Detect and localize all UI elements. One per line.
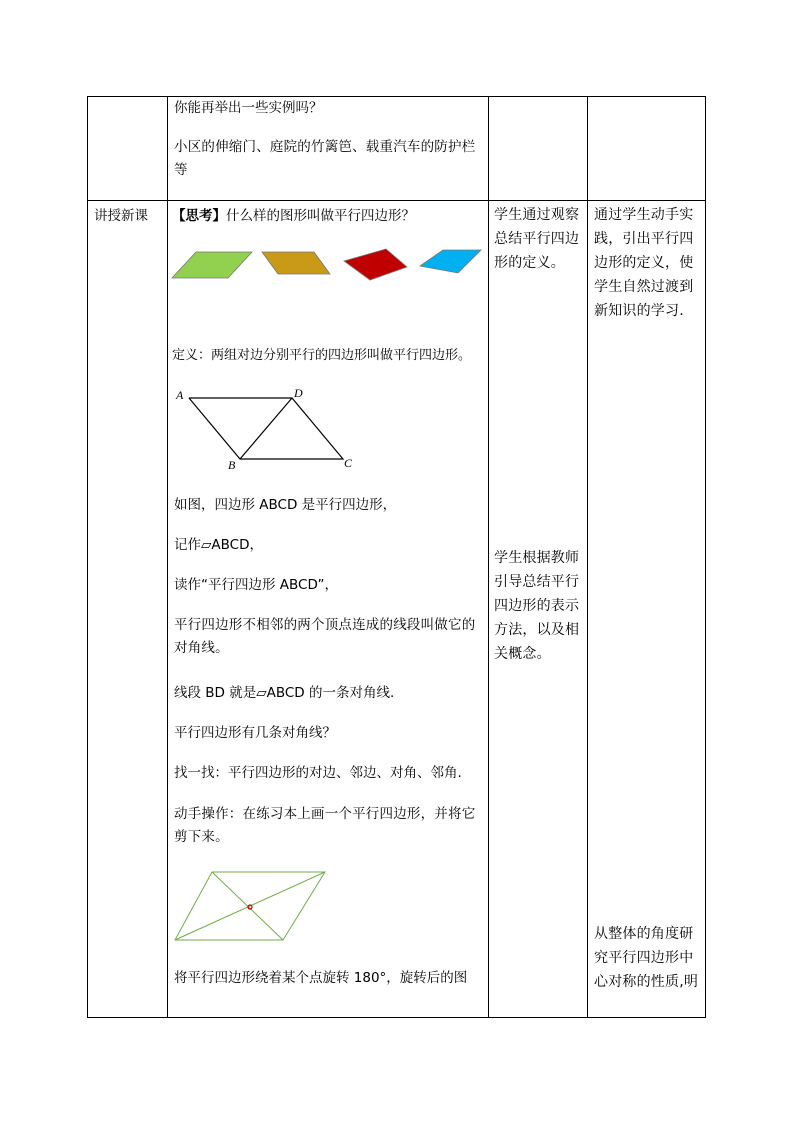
label-b: B <box>228 458 236 472</box>
as-shown-text: 如图，四边形 ABCD 是平行四边形， <box>174 497 397 513</box>
table-border-bottom <box>87 1017 706 1018</box>
student-activity-2: 学生根据教师引导总结平行四边形的表示方法，以及相关概念。 <box>494 550 580 662</box>
notation-text: 记作▱ABCD， <box>174 537 263 553</box>
label-a: A <box>176 388 184 402</box>
table-border-right <box>705 96 706 1018</box>
diagonal-line-1 <box>212 872 283 940</box>
example-shapes <box>172 247 492 287</box>
find-text: 找一找：平行四边形的对边、邻边、对角、邻角. <box>174 765 462 781</box>
shape-red-quadrilateral <box>344 249 407 280</box>
shape-blue-parallelogram <box>420 250 481 273</box>
question-text: 你能再举出一些实例吗？ <box>174 100 323 116</box>
diagonal-bd-line <box>240 398 292 459</box>
parallelogram-abcd-figure <box>172 385 372 475</box>
table-border-top <box>87 96 706 97</box>
examples-text: 小区的伸缩门、庭院的竹篱笆、载重汽车的防护栏等 <box>174 139 476 178</box>
shape-gold-parallelogram <box>262 252 330 274</box>
student-activity-1: 学生通过观察总结平行四边形的定义。 <box>494 207 580 271</box>
table-border-left <box>87 96 88 1018</box>
intent-1: 通过学生动手实践，引出平行四边形的定义，使学生自然过渡到新知识的学习. <box>594 207 694 319</box>
think-line <box>172 206 415 226</box>
diagonal-bd-text: 线段 BD 就是▱ABCD 的一条对角线. <box>174 685 395 701</box>
table-divider-2 <box>488 96 489 1018</box>
rotate-text: 将平行四边形绕着某个点旋转 180°，旋转后的图 <box>174 970 468 986</box>
shape-green-parallelogram <box>172 252 252 278</box>
parallelogram-diagonals-figure <box>172 869 332 945</box>
stage-label: 讲授新课 <box>94 208 148 224</box>
hands-on-text: 动手操作：在练习本上画一个平行四边形，并将它剪下来。 <box>174 806 476 845</box>
row-divider <box>87 200 706 201</box>
label-d: D <box>294 386 303 400</box>
how-many-text: 平行四边形有几条对角线？ <box>174 725 336 741</box>
table-divider-1 <box>167 96 168 1018</box>
think-prefix: 【思考】 <box>172 208 226 224</box>
diagonal-definition-text: 平行四边形不相邻的两个顶点连成的线段叫做它的对角线。 <box>174 617 476 656</box>
diagonal-line-2 <box>175 872 325 940</box>
intent-2: 从整体的角度研究平行四边形中心对称的性质,明 <box>594 926 699 990</box>
think-question: 什么样的图形叫做平行四边形？ <box>226 208 415 224</box>
definition-text: 定义：两组对边分别平行的四边形叫做平行四边形。 <box>172 348 472 363</box>
read-as-text: 读作“平行四边形 ABCD”， <box>174 577 338 593</box>
label-c: C <box>344 456 353 470</box>
